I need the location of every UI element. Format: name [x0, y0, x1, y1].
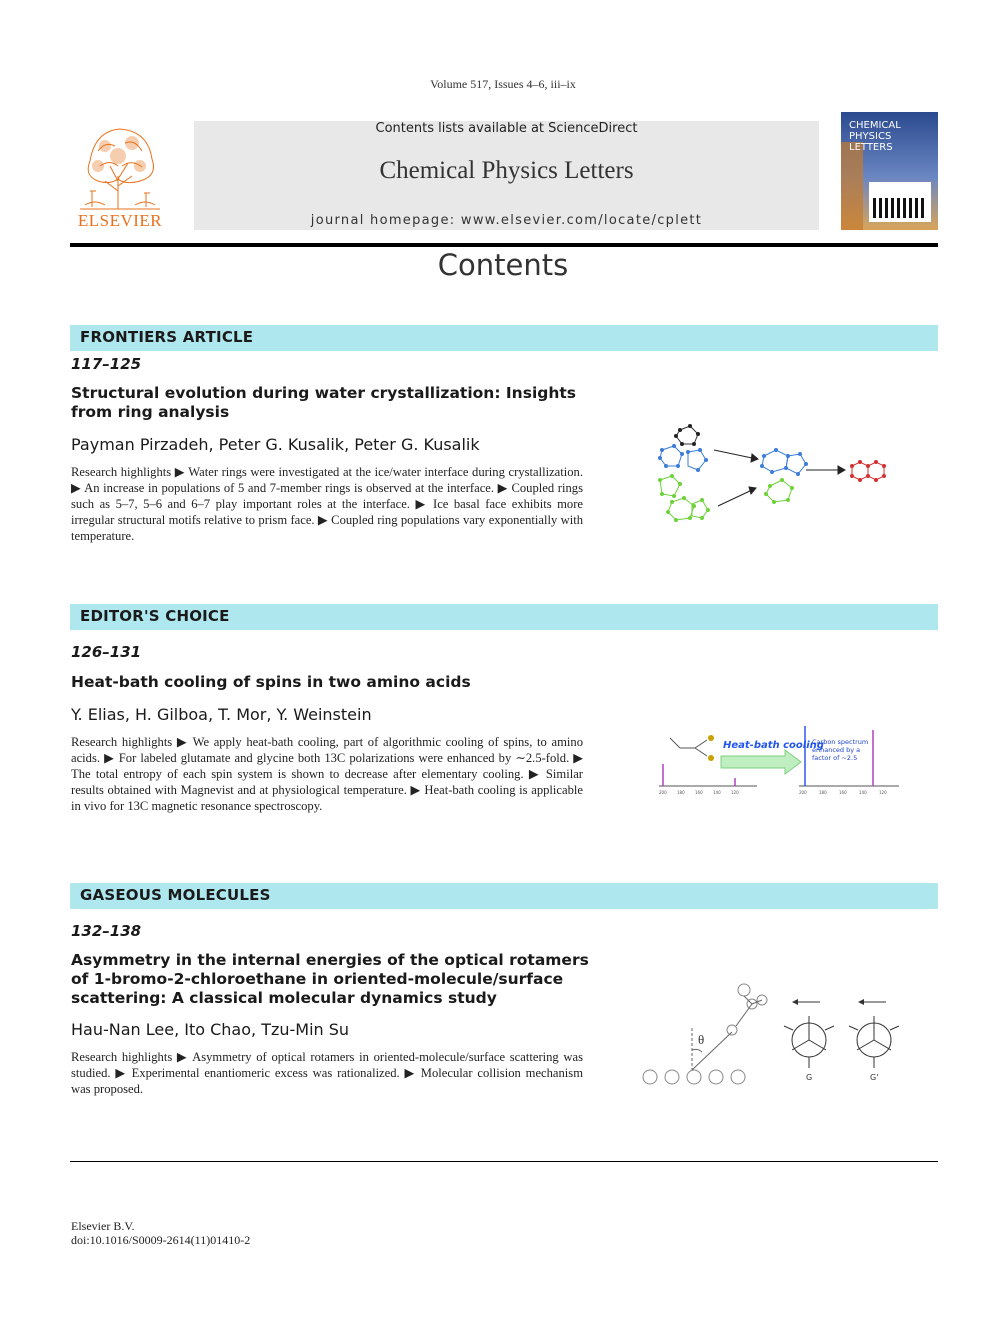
- article-authors: Y. Elias, H. Gilboa, T. Mor, Y. Weinstein: [71, 705, 372, 724]
- svg-text:140: 140: [859, 790, 867, 795]
- research-highlights: Research highlights ▶ Water rings were investigated at the ice/water interface during crystallization. ▶ An increase in populations of 5 and 7-member rings is observed at the interface. ▶ Coupled rings such as 5–7, 5–6 and 6–7 play important roles at the interface. ▶ Ice basal face exhibits more irregular structural motifs relative to prism face. ▶ Coupled ring populations vary exponentially with temperature.: [71, 465, 583, 543]
- rotamer-label-g-prime: G': [870, 1073, 879, 1082]
- cover-title-line: LETTERS: [849, 142, 893, 153]
- water-rings-graphic: [652, 420, 902, 535]
- svg-text:160: 160: [839, 790, 847, 795]
- cover-title-line: PHYSICS: [849, 131, 892, 142]
- section-label: EDITOR'S CHOICE: [80, 607, 230, 625]
- doi-link[interactable]: doi:10.1016/S0009-2614(11)01410-2: [71, 1233, 251, 1247]
- svg-text:200: 200: [799, 790, 807, 795]
- elsevier-wordmark: ELSEVIER: [77, 211, 163, 230]
- article-authors: Payman Pirzadeh, Peter G. Kusalik, Peter G. Kusalik: [71, 435, 480, 454]
- molecule-scattering-graphic: [636, 980, 916, 1090]
- heat-bath-cooling-graphic: [655, 720, 905, 800]
- svg-text:120: 120: [731, 790, 739, 795]
- svg-text:120: 120: [879, 790, 887, 795]
- page-title: Contents: [437, 248, 569, 282]
- article-authors: Hau-Nan Lee, Ito Chao, Tzu-Min Su: [71, 1020, 350, 1039]
- volume-info: Volume 517, Issues 4–6, iii–ix: [430, 77, 576, 91]
- rotamer-label-g: G: [806, 1073, 813, 1082]
- section-label: FRONTIERS ARTICLE: [80, 328, 254, 346]
- spectrum-note-line: factor of ~2.5: [812, 754, 858, 762]
- heat-bath-arrow-label: Heat-bath cooling: [723, 740, 824, 751]
- spectrum-note-line: enhanced by a: [812, 746, 861, 754]
- svg-text:140: 140: [713, 790, 721, 795]
- contents-available-link[interactable]: Contents lists available at ScienceDirect: [375, 121, 638, 136]
- research-highlights: Research highlights ▶ Asymmetry of optical rotamers in oriented-molecule/surface scattering was studied. ▶ Experimental enantiomeric excess was rationalized. ▶ Molecular collision mechanism was proposed.: [71, 1050, 583, 1096]
- spectrum-bars-icon: [871, 194, 929, 220]
- journal-title: Chemical Physics Letters: [379, 157, 634, 184]
- cover-title: [849, 120, 901, 153]
- research-highlights: Research highlights ▶ We apply heat-bath cooling, part of algorithmic cooling of spins, to amino acids. ▶ For labeled glutamate and glycine both 13C polarizations were enhanced by ∼2.5-fold. ▶ The total entropy of each spin system is shown to decrease after elementary cooling. ▶ Similar results obtained with Magnevist and at physiological temperature. ▶ Heat-bath cooling is applicable in vivo for 13C magnetic resonance spectroscopy.: [71, 735, 583, 813]
- article-pages: 132–138: [71, 922, 142, 940]
- section-label: GASEOUS MOLECULES: [80, 886, 271, 904]
- svg-text:160: 160: [695, 790, 703, 795]
- journal-cover-image[interactable]: [841, 112, 938, 230]
- article-title-link[interactable]: Heat-bath cooling of spins in two amino acids: [71, 673, 471, 691]
- spectrum-note-line: Carbon spectrum: [812, 738, 869, 746]
- article-pages: 117–125: [71, 355, 142, 373]
- article-pages: 126–131: [71, 643, 142, 661]
- cover-title-line: CHEMICAL: [849, 120, 901, 131]
- journal-homepage-link[interactable]: journal homepage: www.elsevier.com/locate/cplett: [310, 213, 703, 228]
- article-title-link[interactable]: Structural evolution during water crystallization: Insights from ring analysis: [71, 384, 577, 421]
- header-rule: [70, 243, 938, 247]
- spectrum-note: [812, 738, 868, 762]
- article-title-link[interactable]: Asymmetry in the internal energies of the optical rotamers of 1-bromo-2-chloroethane in oriented-molecule/surface scattering: A classical molecular dynamics study: [71, 951, 589, 1007]
- elsevier-logo: [70, 121, 170, 231]
- svg-text:180: 180: [677, 790, 685, 795]
- svg-text:200: 200: [659, 790, 667, 795]
- footer-rule: [70, 1161, 938, 1162]
- publisher-name: Elsevier B.V.: [71, 1219, 135, 1233]
- theta-label: θ: [698, 1032, 705, 1047]
- svg-text:180: 180: [819, 790, 827, 795]
